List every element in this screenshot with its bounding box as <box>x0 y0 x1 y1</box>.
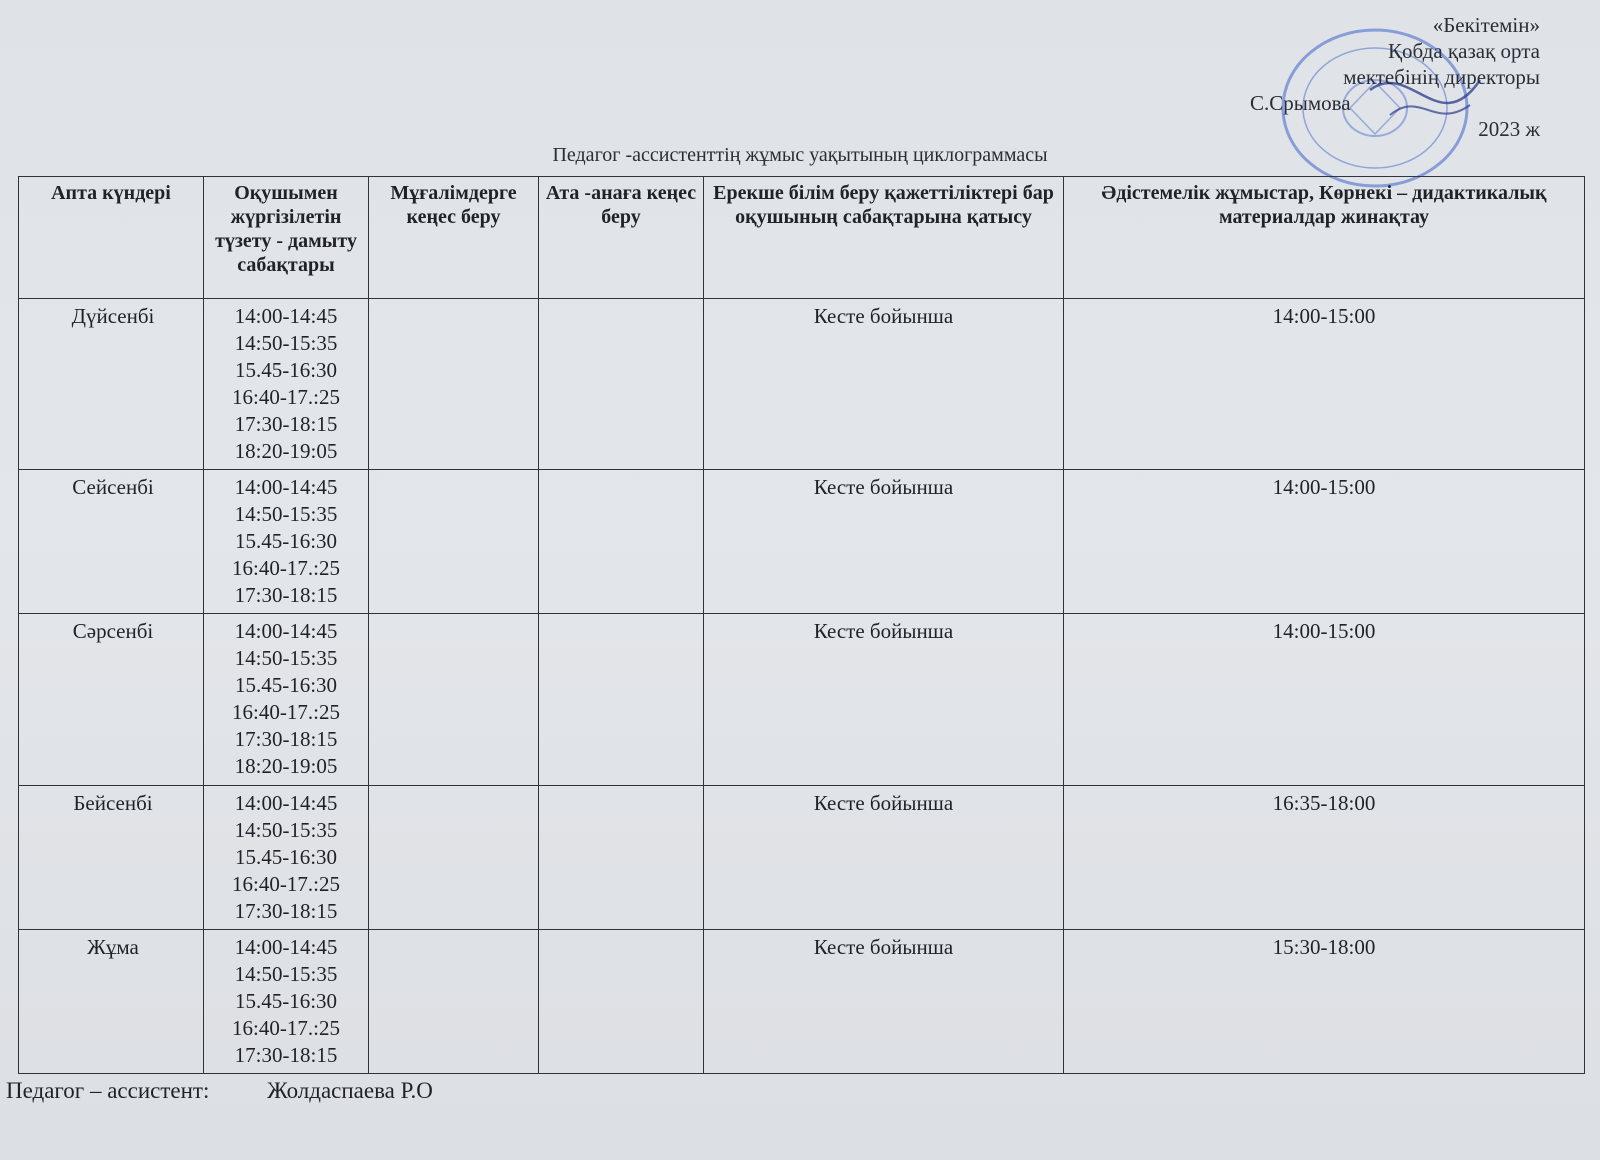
approval-block <box>1250 12 1540 142</box>
approval-date-line <box>1250 116 1540 142</box>
table-header-row <box>19 177 1585 299</box>
time-slot: 16:40-17.:25 <box>232 556 340 581</box>
director-name: С.Срымова <box>1250 91 1351 115</box>
table-row <box>19 470 1585 614</box>
signature-footer <box>6 1078 485 1104</box>
time-slot: 17:30-18:15 <box>234 412 338 436</box>
time-slot: 14:50-15:35 <box>234 331 338 355</box>
table-row <box>19 785 1585 929</box>
time-slot: 14:00-14:45 <box>234 475 338 500</box>
footer-name: Жолдаспаева Р.О <box>267 1078 433 1103</box>
day-cell: Бейсенбі <box>19 785 204 929</box>
parent-consulting-cell <box>539 614 704 785</box>
time-slot: 17:30-18:15 <box>234 898 338 923</box>
time-slot: 15.45-16:30 <box>234 988 338 1013</box>
attendance-cell: Кесте бойынша <box>704 299 1064 470</box>
parent-consulting-cell <box>539 299 704 470</box>
header-weekdays: Апта күндері <box>19 177 204 299</box>
methodical-cell: 16:35-18:00 <box>1064 785 1585 929</box>
time-slot: 14:00-14:45 <box>234 619 338 644</box>
table-row <box>19 299 1585 470</box>
time-slot: 16:40-17.:25 <box>232 700 340 725</box>
signature-line <box>1250 90 1540 116</box>
time-slot: 16:40-17.:25 <box>232 385 340 409</box>
schedule-table <box>18 176 1585 1074</box>
time-slot: 14:00-14:45 <box>234 790 338 815</box>
header-parent-consulting: Ата -анаға кеңес беру <box>539 177 704 299</box>
times-cell <box>204 470 369 614</box>
table-row <box>19 614 1585 785</box>
methodical-cell: 14:00-15:00 <box>1064 614 1585 785</box>
approval-school: Қобда қазақ орта <box>1388 39 1540 63</box>
parent-consulting-cell <box>539 470 704 614</box>
signature-icon <box>1535 90 1540 116</box>
time-slot: 14:50-15:35 <box>234 961 338 986</box>
time-slot: 18:20-19:05 <box>234 439 338 463</box>
parent-consulting-cell <box>539 929 704 1073</box>
approval-year: 2023 ж <box>1478 117 1540 141</box>
teacher-consulting-cell <box>369 785 539 929</box>
teacher-consulting-cell <box>369 929 539 1073</box>
methodical-cell: 14:00-15:00 <box>1064 299 1585 470</box>
time-slot: 16:40-17.:25 <box>232 1015 340 1040</box>
day-cell: Сәрсенбі <box>19 614 204 785</box>
methodical-cell: 15:30-18:00 <box>1064 929 1585 1073</box>
attendance-cell: Кесте бойынша <box>704 470 1064 614</box>
times-cell <box>204 614 369 785</box>
header-teacher-consulting: Мұғалімдерге кеңес беру <box>369 177 539 299</box>
approval-heading: «Бекітемін» <box>1432 13 1540 37</box>
document-title: Педагог -ассистенттің жұмыс уақытының циклограммасы <box>552 144 1048 166</box>
time-slot: 14:00-14:45 <box>234 304 338 328</box>
teacher-consulting-cell <box>369 614 539 785</box>
attendance-cell: Кесте бойынша <box>704 785 1064 929</box>
time-slot: 18:20-19:05 <box>234 754 338 779</box>
time-slot: 17:30-18:15 <box>234 1042 338 1067</box>
time-slot: 14:50-15:35 <box>234 502 338 527</box>
time-slot: 14:50-15:35 <box>234 817 338 842</box>
day-cell: Жұма <box>19 929 204 1073</box>
time-slot: 17:30-18:15 <box>234 583 338 608</box>
time-slot: 15.45-16:30 <box>234 529 338 554</box>
day-cell: Сейсенбі <box>19 470 204 614</box>
table-row <box>19 929 1585 1073</box>
time-slot: 14:50-15:35 <box>234 646 338 671</box>
methodical-cell: 14:00-15:00 <box>1064 470 1585 614</box>
attendance-cell: Кесте бойынша <box>704 929 1064 1073</box>
time-slot: 15.45-16:30 <box>234 673 338 698</box>
header-correction-lessons: Оқушымен жүргізілетін түзету - дамыту сабақтары <box>204 177 369 299</box>
times-cell <box>204 785 369 929</box>
time-slot: 15.45-16:30 <box>234 358 338 382</box>
day-cell: Дүйсенбі <box>19 299 204 470</box>
times-cell <box>204 929 369 1073</box>
teacher-consulting-cell <box>369 470 539 614</box>
header-lesson-attendance: Ерекше білім беру қажеттіліктері бар оқушының сабақтарына қатысу <box>704 177 1064 299</box>
schedule-body <box>19 299 1585 1074</box>
footer-role: Педагог – ассистент: <box>6 1078 210 1103</box>
teacher-consulting-cell <box>369 299 539 470</box>
parent-consulting-cell <box>539 785 704 929</box>
time-slot: 15.45-16:30 <box>234 844 338 869</box>
time-slot: 14:00-14:45 <box>234 934 338 959</box>
attendance-cell: Кесте бойынша <box>704 614 1064 785</box>
time-slot: 16:40-17.:25 <box>232 871 340 896</box>
header-methodical-work: Әдістемелік жұмыстар, Көрнекі – дидактикалық материалдар жинақтау <box>1064 177 1585 299</box>
approval-position: мектебінің директоры <box>1343 65 1540 89</box>
times-cell <box>204 299 369 470</box>
time-slot: 17:30-18:15 <box>234 727 338 752</box>
